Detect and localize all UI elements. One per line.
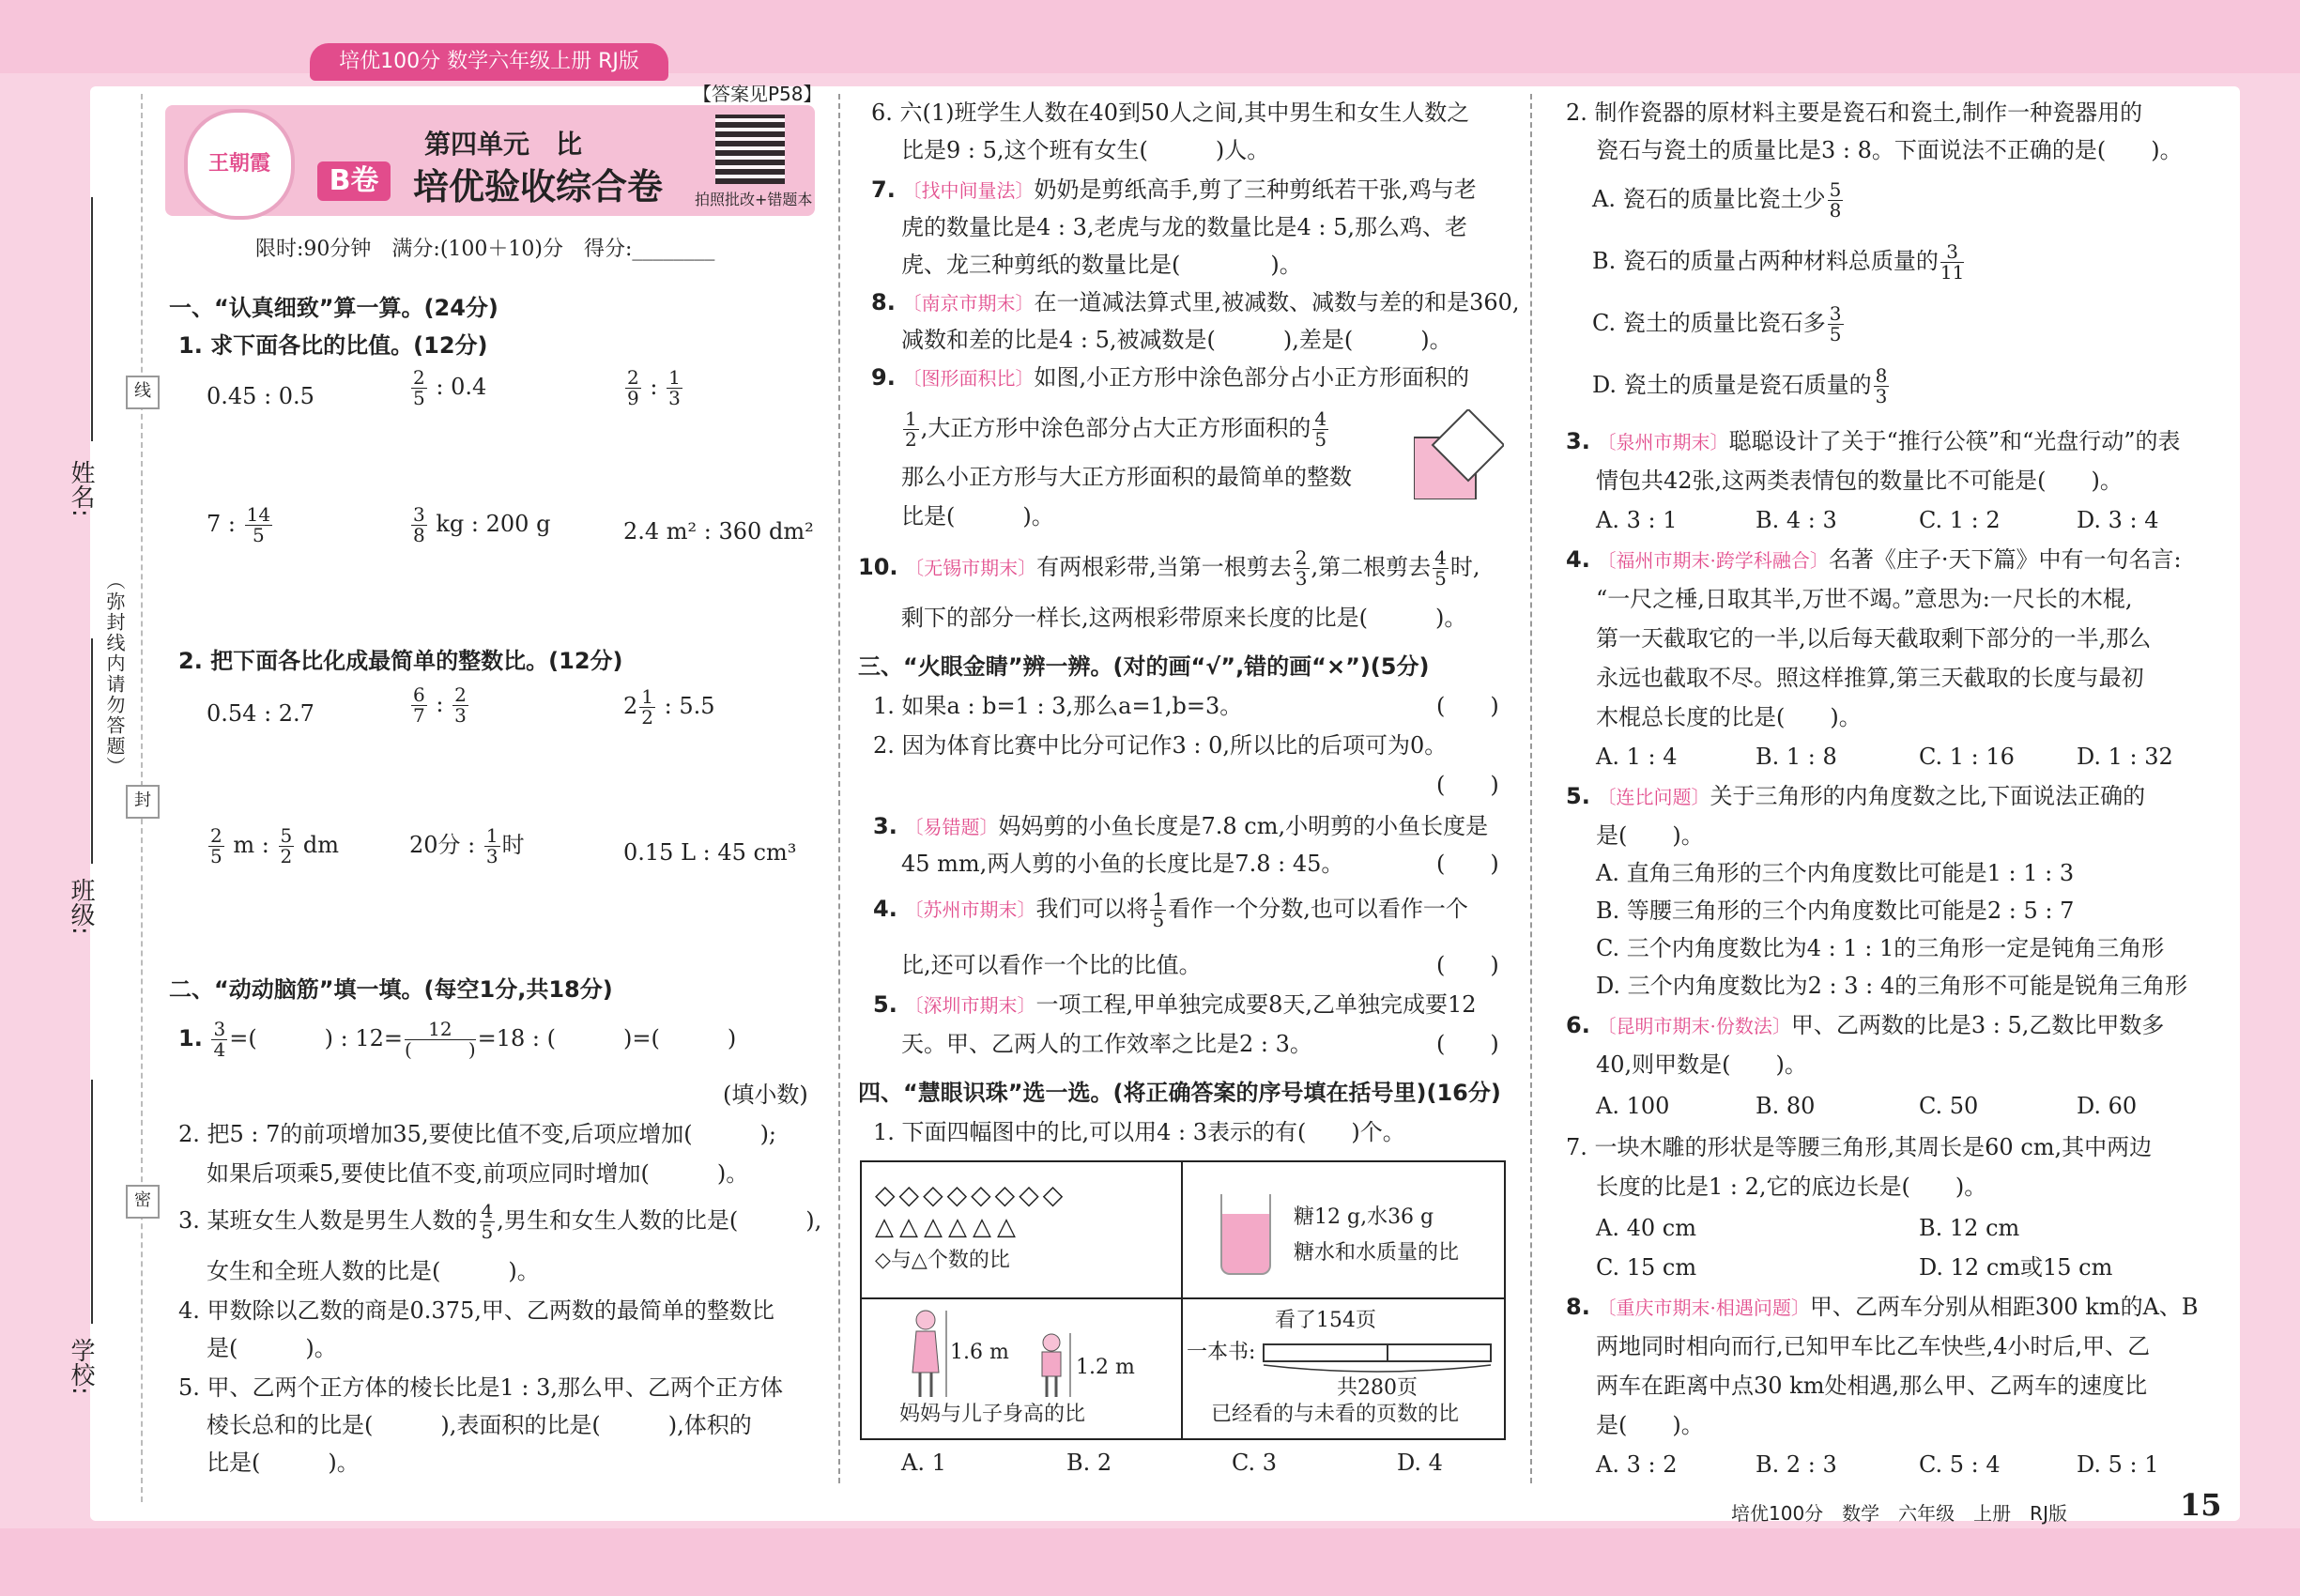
judge-4-line2: 比,还可以看作一个比的比值。 — [901, 952, 1202, 978]
s2-q3-line2: 女生和全班人数的比是( )。 — [207, 1258, 540, 1284]
seal-mark-line: 线 — [126, 376, 160, 409]
judge-5-line1: 5. 〔深圳市期末〕一项工程,甲单独完成要8天,乙单独完成要12 — [873, 991, 1477, 1018]
s2-q2-line2: 如果后项乘5,要使比值不变,前项应同时增加( )。 — [207, 1160, 749, 1187]
judge-1-paren: ( ) — [1436, 693, 1499, 719]
judge-5-paren: ( ) — [1436, 1031, 1499, 1057]
triangles-row: △△△△△△ — [875, 1213, 1021, 1241]
s2-q1: 1. $\frac{3}{4}$ =( ) : 12= $\frac{12}{( )}$ =18 : ( )=( ) — [178, 1018, 737, 1061]
q10-line1: 10. 〔无锡市期末〕有两根彩带,当第一根剪去 $\frac{2}{3}$ ,第二根剪去 $\frac{4}{5}$ 时, — [858, 546, 1480, 590]
calc-item: $\frac{2}{5}$ : 0.4 — [413, 366, 487, 409]
c3-q6-opt-b[interactable]: B. 80 — [1756, 1093, 1816, 1119]
c3-q4-opt-b[interactable]: B. 1 : 8 — [1756, 744, 1837, 770]
c3-q3-line2: 情包共42张,这两类表情包的数量比不可能是( )。 — [1596, 468, 2123, 494]
school-line — [91, 1080, 93, 1324]
calc-item: $\frac{3}{8}$ kg : 200 g — [413, 503, 551, 546]
q7-line2: 虎的数量比是4 : 3,老虎与龙的数量比是4 : 5,那么鸡、老 — [901, 214, 1468, 240]
q8-line1: 8. 〔南京市期末〕在一道减法算式里,被减数、减数与差的和是360, — [871, 289, 1520, 315]
s2-q1-hint: (填小数) — [723, 1082, 808, 1108]
seal-mark-seal: 封 — [126, 785, 160, 819]
class-label: 班级: — [67, 878, 95, 935]
c3-q3-opt-a[interactable]: A. 3 : 1 — [1596, 507, 1678, 533]
pages-total: 共280页 — [1337, 1376, 1418, 1400]
volume-badge: B卷 — [317, 161, 391, 201]
calc-item: 2 $\frac{1}{2}$ : 5.5 — [623, 685, 715, 729]
c3-q5-opt-d[interactable]: D. 三个内角度数比为2 : 3 : 4的三角形不可能是锐角三角形 — [1596, 973, 2188, 999]
choice-1: 1. 下面四幅图中的比,可以用4 : 3表示的有( )个。 — [873, 1119, 1405, 1145]
diamonds-row: ◇◇◇◇◇◇◇◇ — [875, 1179, 1067, 1210]
s2-q4-line1: 4. 甲数除以乙数的商是0.375,甲、乙两数的最简单的整数比 — [178, 1297, 774, 1324]
s2-q2-line1: 2. 把5 : 7的前项增加35,要使比值不变,后项应增加( ); — [178, 1121, 777, 1147]
q9-line1: 9. 〔图形面积比〕如图,小正方形中涂色部分占小正方形面积的 — [871, 364, 1470, 391]
q6-line2: 比是9 : 5,这个班有女生( )人。 — [901, 137, 1270, 163]
answer-reference: 【答案见P58】 — [693, 83, 822, 105]
judge-1: 1. 如果a : b=1 : 3,那么a=1,b=3。 — [873, 693, 1243, 719]
choice-1-opt-a[interactable]: A. 1 — [901, 1450, 946, 1476]
seal-warning: （弥封线内请勿答题） — [103, 571, 126, 777]
c3-q3-opt-d[interactable]: D. 3 : 4 — [2077, 507, 2159, 533]
c3-q2-opt-b[interactable]: B. 瓷石的质量占两种材料总质量的 $\frac{3}{11}$ — [1592, 240, 1965, 284]
q8-line2: 减数和差的比是4 : 5,被减数是( ),差是( )。 — [901, 327, 1452, 353]
q9-line3: 那么小正方形与大正方形面积的最简单的整数 — [901, 464, 1352, 490]
calc-item: 0.15 L : 45 cm³ — [623, 839, 797, 866]
exam-limits: 限时:90分钟 满分:(100＋10)分 得分:________ — [255, 238, 715, 261]
squares-figure — [1414, 409, 1504, 499]
c3-q7-line2: 长度的比是1 : 2,它的底边长是( )。 — [1596, 1174, 1987, 1200]
column-divider-2 — [1530, 94, 1532, 1483]
c3-q8-line3: 两车在距离中点30 km处相遇,那么甲、乙两车的速度比 — [1596, 1373, 2148, 1399]
c3-q6-opt-a[interactable]: A. 100 — [1596, 1093, 1670, 1119]
name-label: 姓名: — [67, 460, 95, 517]
choice-1-opt-d[interactable]: D. 4 — [1397, 1450, 1443, 1476]
c3-q4-opt-a[interactable]: A. 1 : 4 — [1596, 744, 1678, 770]
bottom-band — [0, 1528, 2300, 1596]
c3-q8-opt-a[interactable]: A. 3 : 2 — [1596, 1451, 1678, 1478]
judge-2: 2. 因为体育比赛中比分可记作3 : 0,所以比的后项可为0。 — [873, 732, 1448, 759]
footer-series: 培优100分 数学 六年级 上册 RJ版 — [1731, 1502, 2067, 1525]
name-line — [91, 197, 93, 441]
fig1-caption: ◇与△个数的比 — [875, 1249, 1010, 1272]
s2-q5-line3: 比是( )。 — [207, 1450, 360, 1476]
fig2-caption: 糖水和水质量的比 — [1294, 1241, 1460, 1265]
calc-item: 20分 : $\frac{1}{3}$ 时 — [409, 824, 525, 867]
calc-item: $\frac{2}{9}$ : $\frac{1}{3}$ — [627, 366, 681, 409]
c3-q6-line1: 6. 〔昆明市期末·份数法〕甲、乙两数的比是3 : 5,乙数比甲数多 — [1566, 1012, 2165, 1038]
c3-q2-opt-a[interactable]: A. 瓷石的质量比瓷土少 $\frac{5}{8}$ — [1592, 178, 1842, 222]
judge-3-paren: ( ) — [1436, 851, 1499, 877]
c3-q2-opt-c[interactable]: C. 瓷土的质量比瓷石多 $\frac{3}{5}$ — [1592, 302, 1842, 345]
section-3-title: 三、“火眼金睛”辨一辨。(对的画“√”,错的画“×”)(5分) — [858, 653, 1430, 680]
sugar-water-glass-icon — [1220, 1194, 1271, 1275]
s2-q5-line1: 5. 甲、乙两个正方体的棱长比是1 : 3,那么甲、乙两个正方体 — [178, 1374, 784, 1401]
judge-4-paren: ( ) — [1436, 952, 1499, 978]
judge-4-line1: 4. 〔苏州市期末〕我们可以将 $\frac{1}{5}$ 看作一个分数,也可以看作一个 — [873, 888, 1468, 931]
school-label: 学校: — [67, 1338, 95, 1395]
c3-q2-line2: 瓷石与瓷土的质量比是3 : 8。下面说法不正确的是( )。 — [1596, 137, 2183, 163]
c3-q8-line1: 8. 〔重庆市期末·相遇问题〕甲、乙两车分别从相距300 km的A、B — [1566, 1294, 2199, 1320]
section-4-title: 四、“慧眼识珠”选一选。(将正确答案的序号填在括号里)(16分) — [858, 1080, 1501, 1106]
c3-q8-line2: 两地同时相向而行,已知甲车比乙车快些,4小时后,甲、乙 — [1596, 1333, 2151, 1359]
c3-q5-line2: 是( )。 — [1596, 822, 1704, 849]
s2-q3-line1: 3. 某班女生人数是男生人数的 $\frac{4}{5}$ ,男生和女生人数的比是( ), — [178, 1200, 822, 1243]
c3-q6-opt-d[interactable]: D. 60 — [2077, 1093, 2138, 1119]
s2-q5-line2: 棱长总和的比是( ),表面积的比是( ),体积的 — [207, 1412, 752, 1438]
q9-line4: 比是( )。 — [901, 503, 1054, 529]
c3-q5-opt-c[interactable]: C. 三个内角度数比为4 : 1 : 1的三角形一定是钝角三角形 — [1596, 935, 2165, 961]
q9-line2: $\frac{1}{2}$ ,大正方形中涂色部分占大正方形面积的 $\frac{4}{5}$ — [905, 407, 1327, 451]
calc-item: 0.54 : 2.7 — [207, 700, 314, 727]
c3-q6-opt-c[interactable]: C. 50 — [1919, 1093, 1979, 1119]
c3-q8-opt-c[interactable]: C. 5 : 4 — [1919, 1451, 2001, 1478]
c3-q3-opt-c[interactable]: C. 1 : 2 — [1919, 507, 2001, 533]
c3-q4-line5: 木棍总长度的比是( )。 — [1596, 704, 1862, 730]
section-2-title: 二、“动动脑筋”填一填。(每空1分,共18分) — [169, 976, 613, 1003]
column-divider-1 — [838, 94, 840, 1483]
c3-q3-line1: 3. 〔泉州市期末〕聪聪设计了关于“推行公筷”和“光盘行动”的表 — [1566, 428, 2181, 454]
judge-5-line2: 天。甲、乙两人的工作效率之比是2 : 3。 — [901, 1031, 1312, 1057]
q10-line2: 剩下的部分一样长,这两根彩带原来长度的比是( )。 — [901, 605, 1467, 631]
calc-item: $\frac{2}{5}$ m : $\frac{5}{2}$ dm — [210, 824, 339, 867]
qr-label: 拍照批改+错题本 — [695, 191, 813, 208]
brand-logo: 王朝霞 — [184, 109, 295, 220]
c3-q4-opt-d[interactable]: D. 1 : 32 — [2077, 744, 2173, 770]
c3-q4-line4: 永远也截取不尽。照这样推算,第三天截取的长度与最初 — [1596, 665, 2144, 691]
c3-q3-opt-b[interactable]: B. 4 : 3 — [1756, 507, 1837, 533]
judge-3-line1: 3. 〔易错题〕妈妈剪的小鱼长度是7.8 cm,小明剪的小鱼长度是 — [873, 813, 1489, 839]
book-label: 一本书: — [1187, 1341, 1256, 1364]
unit-title: 第四单元 比 — [424, 129, 583, 160]
c3-q5-opt-b[interactable]: B. 等腰三角形的三个内角度数比可能是2 : 5 : 7 — [1596, 898, 2075, 924]
c3-q7-opt-a[interactable]: A. 40 cm — [1596, 1215, 1696, 1241]
calc-item: $\frac{6}{7}$ : $\frac{2}{3}$ — [413, 683, 467, 727]
choice-1-opt-c[interactable]: C. 3 — [1232, 1450, 1278, 1476]
c3-q4-line2: “一尺之棰,日取其半,万世不竭。”意思为:一尺长的木棍, — [1596, 586, 2133, 612]
c3-q5-opt-a[interactable]: A. 直角三角形的三个内角度数比可能是1 : 1 : 3 — [1596, 860, 2075, 886]
fig4-caption: 已经看的与未看的页数的比 — [1211, 1403, 1460, 1426]
q7-line1: 7. 〔找中间量法〕奶奶是剪纸高手,剪了三种剪纸若干张,鸡与老 — [871, 176, 1477, 203]
q7-line3: 虎、龙三种剪纸的数量比是( )。 — [901, 252, 1302, 278]
qr-code-icon[interactable] — [715, 115, 785, 184]
section-1-title: 一、“认真细致”算一算。(24分) — [169, 295, 498, 321]
q6-line1: 6. 六(1)班学生人数在40到50人之间,其中男生和女生人数之 — [871, 100, 1470, 126]
choice-1-opt-b[interactable]: B. 2 — [1066, 1450, 1112, 1476]
c3-q4-line3: 第一天截取它的一半,以后每天截取剩下部分的一半,那么 — [1596, 625, 2152, 652]
calc-item: 2.4 m² : 360 dm² — [623, 518, 814, 545]
calc-item: 7 : $\frac{14}{5}$ — [207, 503, 271, 546]
c3-q7-line1: 7. 一块木雕的形状是等腰三角形,其周长是60 cm,其中两边 — [1566, 1134, 2153, 1160]
seal-mark-secret: 密 — [126, 1185, 160, 1219]
s2-q4-line2: 是( )。 — [207, 1335, 337, 1361]
fig3-caption: 妈妈与儿子身高的比 — [899, 1403, 1086, 1426]
class-line — [91, 638, 93, 864]
c3-q4-line1: 4. 〔福州市期末·跨学科融合〕名著《庄子·天下篇》中有一句名言: — [1566, 546, 2182, 573]
judge-3-line2: 45 mm,两人剪的小鱼的长度比是7.8 : 45。 — [901, 851, 1344, 877]
judge-2-paren: ( ) — [1436, 772, 1499, 798]
c3-q7-opt-b[interactable]: B. 12 cm — [1919, 1215, 2020, 1241]
book-bar-figure — [1262, 1337, 1493, 1374]
c3-q2-opt-d[interactable]: D. 瓷土的质量是瓷石质量的 $\frac{8}{3}$ — [1592, 364, 1888, 407]
c3-q5-line1: 5. 〔连比问题〕关于三角形的内角度数之比,下面说法正确的 — [1566, 783, 2146, 809]
mother-height: 1.6 m — [950, 1341, 1009, 1364]
s1-q2: 2. 把下面各比化成最简单的整数比。(12分) — [178, 648, 623, 674]
c3-q8-opt-d[interactable]: D. 5 : 1 — [2077, 1451, 2159, 1478]
series-tab: 培优100分 数学六年级上册 RJ版 — [310, 43, 668, 81]
calc-item: 0.45 : 0.5 — [207, 383, 314, 409]
c3-q8-line4: 是( )。 — [1596, 1412, 1704, 1438]
c3-q7-opt-c[interactable]: C. 15 cm — [1596, 1254, 1697, 1281]
exam-title: 培优验收综合卷 — [413, 166, 664, 207]
c3-q2-line1: 2. 制作瓷器的原材料主要是瓷石和瓷土,制作一种瓷器用的 — [1566, 100, 2143, 126]
c3-q4-opt-c[interactable]: C. 1 : 16 — [1919, 744, 2015, 770]
s1-q1: 1. 求下面各比的比值。(12分) — [178, 332, 488, 359]
c3-q7-opt-d[interactable]: D. 12 cm或15 cm — [1919, 1254, 2113, 1281]
page-number: 15 — [2180, 1487, 2222, 1523]
c3-q8-opt-b[interactable]: B. 2 : 3 — [1756, 1451, 1837, 1478]
c3-q6-line2: 40,则甲数是( )。 — [1596, 1051, 1807, 1078]
pages-read: 看了154页 — [1275, 1309, 1376, 1332]
son-height: 1.2 m — [1076, 1356, 1135, 1379]
fig2-label: 糖12 g,水36 g — [1294, 1205, 1434, 1229]
